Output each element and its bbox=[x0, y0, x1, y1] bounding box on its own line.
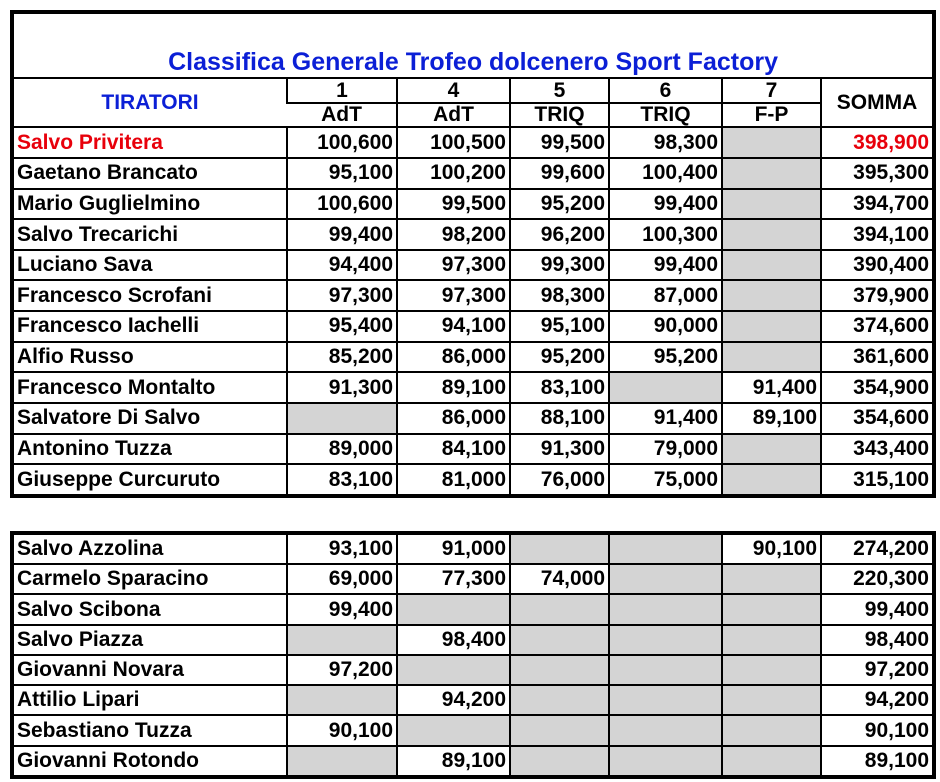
empty-score-cell bbox=[510, 685, 609, 715]
score-cell: 100,300 bbox=[609, 219, 722, 250]
shooter-name: Mario Guglielmino bbox=[12, 189, 287, 220]
empty-score-cell bbox=[609, 594, 722, 624]
score-cell: 86,000 bbox=[397, 403, 510, 434]
empty-score-cell bbox=[510, 746, 609, 777]
shooter-name: Salvo Scibona bbox=[12, 594, 287, 624]
score-cell: 69,000 bbox=[287, 564, 397, 594]
empty-score-cell bbox=[722, 685, 821, 715]
total-cell: 274,200 bbox=[821, 533, 934, 564]
score-cell: 96,200 bbox=[510, 219, 609, 250]
total-cell: 379,900 bbox=[821, 280, 934, 311]
score-cell: 95,100 bbox=[287, 158, 397, 189]
table-row bbox=[12, 533, 934, 564]
table-row bbox=[12, 372, 934, 403]
score-cell: 91,300 bbox=[287, 372, 397, 403]
total-cell: 343,400 bbox=[821, 434, 934, 465]
empty-score-cell bbox=[722, 464, 821, 496]
total-cell: 394,100 bbox=[821, 219, 934, 250]
shooter-name: Alfio Russo bbox=[12, 342, 287, 373]
total-cell: 90,100 bbox=[821, 715, 934, 745]
table-row bbox=[12, 685, 934, 715]
empty-score-cell bbox=[510, 594, 609, 624]
score-cell: 93,100 bbox=[287, 533, 397, 564]
score-cell: 89,100 bbox=[397, 372, 510, 403]
shooter-name: Luciano Sava bbox=[12, 250, 287, 281]
score-cell: 81,000 bbox=[397, 464, 510, 496]
empty-score-cell bbox=[287, 746, 397, 777]
header-somma: SOMMA bbox=[821, 78, 934, 127]
total-cell: 354,600 bbox=[821, 403, 934, 434]
table-row bbox=[12, 434, 934, 465]
score-cell: 86,000 bbox=[397, 342, 510, 373]
empty-score-cell bbox=[609, 533, 722, 564]
score-cell: 99,400 bbox=[287, 594, 397, 624]
score-cell: 95,200 bbox=[510, 189, 609, 220]
table-row bbox=[12, 250, 934, 281]
empty-score-cell bbox=[287, 403, 397, 434]
table-row bbox=[12, 594, 934, 624]
score-cell: 89,100 bbox=[397, 746, 510, 777]
score-cell: 90,100 bbox=[287, 715, 397, 745]
score-cell: 98,200 bbox=[397, 219, 510, 250]
shooter-name: Gaetano Brancato bbox=[12, 158, 287, 189]
score-cell: 100,200 bbox=[397, 158, 510, 189]
empty-score-cell bbox=[609, 625, 722, 655]
score-cell: 98,300 bbox=[510, 280, 609, 311]
other-ranking-body bbox=[12, 533, 934, 777]
score-cell: 77,300 bbox=[397, 564, 510, 594]
total-cell: 390,400 bbox=[821, 250, 934, 281]
header-round-type: TRIQ bbox=[510, 103, 609, 128]
score-cell: 79,000 bbox=[609, 434, 722, 465]
score-cell: 91,300 bbox=[510, 434, 609, 465]
empty-score-cell bbox=[722, 158, 821, 189]
table-row bbox=[12, 655, 934, 685]
score-cell: 99,500 bbox=[510, 127, 609, 158]
score-cell: 99,600 bbox=[510, 158, 609, 189]
shooter-name: Francesco Scrofani bbox=[12, 280, 287, 311]
score-cell: 91,400 bbox=[722, 372, 821, 403]
header-round-type: AdT bbox=[397, 103, 510, 128]
total-cell: 98,400 bbox=[821, 625, 934, 655]
score-cell: 84,100 bbox=[397, 434, 510, 465]
empty-score-cell bbox=[397, 715, 510, 745]
score-cell: 76,000 bbox=[510, 464, 609, 496]
empty-score-cell bbox=[609, 655, 722, 685]
score-cell: 87,000 bbox=[609, 280, 722, 311]
empty-score-cell bbox=[609, 685, 722, 715]
table-row bbox=[12, 464, 934, 496]
score-cell: 95,100 bbox=[510, 311, 609, 342]
total-cell: 394,700 bbox=[821, 189, 934, 220]
score-cell: 95,200 bbox=[510, 342, 609, 373]
score-cell: 75,000 bbox=[609, 464, 722, 496]
shooter-name: Salvo Trecarichi bbox=[12, 219, 287, 250]
total-cell: 89,100 bbox=[821, 746, 934, 777]
score-cell: 89,000 bbox=[287, 434, 397, 465]
score-cell: 88,100 bbox=[510, 403, 609, 434]
empty-score-cell bbox=[510, 715, 609, 745]
score-cell: 98,400 bbox=[397, 625, 510, 655]
empty-score-cell bbox=[397, 655, 510, 685]
shooter-name: Salvo Azzolina bbox=[12, 533, 287, 564]
empty-score-cell bbox=[722, 594, 821, 624]
score-cell: 94,100 bbox=[397, 311, 510, 342]
header-round-number: 7 bbox=[722, 78, 821, 103]
other-ranking-table bbox=[10, 531, 936, 779]
shooter-name: Attilio Lipari bbox=[12, 685, 287, 715]
shooter-name: Carmelo Sparacino bbox=[12, 564, 287, 594]
empty-score-cell bbox=[609, 746, 722, 777]
score-cell: 90,000 bbox=[609, 311, 722, 342]
score-cell: 95,200 bbox=[609, 342, 722, 373]
score-cell: 100,500 bbox=[397, 127, 510, 158]
empty-score-cell bbox=[609, 715, 722, 745]
empty-score-cell bbox=[510, 625, 609, 655]
empty-score-cell bbox=[722, 625, 821, 655]
header-round-type: AdT bbox=[287, 103, 397, 128]
header-round-type: TRIQ bbox=[609, 103, 722, 128]
empty-score-cell bbox=[287, 685, 397, 715]
title-row bbox=[12, 12, 934, 78]
page-title: Classifica Generale Trofeo dolcenero Sport Factory bbox=[12, 12, 934, 78]
empty-score-cell bbox=[722, 746, 821, 777]
main-ranking-table bbox=[10, 10, 936, 498]
table-row bbox=[12, 625, 934, 655]
total-cell: 315,100 bbox=[821, 464, 934, 496]
empty-score-cell bbox=[722, 342, 821, 373]
score-cell: 97,200 bbox=[287, 655, 397, 685]
empty-score-cell bbox=[722, 189, 821, 220]
total-cell: 220,300 bbox=[821, 564, 934, 594]
header-tiratori: TIRATORI bbox=[12, 78, 287, 127]
header-row-numbers bbox=[12, 78, 934, 103]
score-cell: 89,100 bbox=[722, 403, 821, 434]
score-cell: 91,400 bbox=[609, 403, 722, 434]
table-row bbox=[12, 403, 934, 434]
shooter-name: Salvatore Di Salvo bbox=[12, 403, 287, 434]
score-cell: 94,400 bbox=[287, 250, 397, 281]
score-cell: 83,100 bbox=[510, 372, 609, 403]
table-row bbox=[12, 564, 934, 594]
empty-score-cell bbox=[722, 250, 821, 281]
score-cell: 74,000 bbox=[510, 564, 609, 594]
total-cell: 99,400 bbox=[821, 594, 934, 624]
table-row bbox=[12, 219, 934, 250]
score-cell: 85,200 bbox=[287, 342, 397, 373]
empty-score-cell bbox=[609, 564, 722, 594]
empty-score-cell bbox=[722, 219, 821, 250]
total-cell: 361,600 bbox=[821, 342, 934, 373]
score-cell: 99,400 bbox=[609, 189, 722, 220]
total-cell: 395,300 bbox=[821, 158, 934, 189]
score-cell: 99,500 bbox=[397, 189, 510, 220]
score-cell: 97,300 bbox=[397, 280, 510, 311]
empty-score-cell bbox=[722, 311, 821, 342]
header-round-number: 6 bbox=[609, 78, 722, 103]
score-cell: 95,400 bbox=[287, 311, 397, 342]
empty-score-cell bbox=[722, 127, 821, 158]
table-row bbox=[12, 127, 934, 158]
score-cell: 99,400 bbox=[609, 250, 722, 281]
empty-score-cell bbox=[510, 533, 609, 564]
score-cell: 90,100 bbox=[722, 533, 821, 564]
score-cell: 100,600 bbox=[287, 189, 397, 220]
empty-score-cell bbox=[397, 594, 510, 624]
total-cell: 94,200 bbox=[821, 685, 934, 715]
empty-score-cell bbox=[510, 655, 609, 685]
total-cell: 374,600 bbox=[821, 311, 934, 342]
shooter-name: Sebastiano Tuzza bbox=[12, 715, 287, 745]
table-row bbox=[12, 311, 934, 342]
total-cell: 398,900 bbox=[821, 127, 934, 158]
header-round-number: 4 bbox=[397, 78, 510, 103]
score-cell: 99,400 bbox=[287, 219, 397, 250]
empty-score-cell bbox=[722, 564, 821, 594]
score-cell: 94,200 bbox=[397, 685, 510, 715]
score-cell: 99,300 bbox=[510, 250, 609, 281]
total-cell: 97,200 bbox=[821, 655, 934, 685]
score-cell: 83,100 bbox=[287, 464, 397, 496]
shooter-name: Francesco Iachelli bbox=[12, 311, 287, 342]
empty-score-cell bbox=[722, 655, 821, 685]
empty-score-cell bbox=[287, 625, 397, 655]
score-cell: 91,000 bbox=[397, 533, 510, 564]
empty-score-cell bbox=[609, 372, 722, 403]
shooter-name: Giovanni Novara bbox=[12, 655, 287, 685]
score-cell: 100,600 bbox=[287, 127, 397, 158]
table-row bbox=[12, 280, 934, 311]
main-ranking-body bbox=[12, 12, 934, 496]
table-row bbox=[12, 715, 934, 745]
shooter-name: Antonino Tuzza bbox=[12, 434, 287, 465]
table-row bbox=[12, 189, 934, 220]
shooter-name: Francesco Montalto bbox=[12, 372, 287, 403]
score-cell: 97,300 bbox=[397, 250, 510, 281]
score-cell: 100,400 bbox=[609, 158, 722, 189]
shooter-name: Giuseppe Curcuruto bbox=[12, 464, 287, 496]
empty-score-cell bbox=[722, 715, 821, 745]
score-cell: 98,300 bbox=[609, 127, 722, 158]
table-row bbox=[12, 342, 934, 373]
header-round-number: 1 bbox=[287, 78, 397, 103]
table-row bbox=[12, 158, 934, 189]
score-cell: 97,300 bbox=[287, 280, 397, 311]
shooter-name: Giovanni Rotondo bbox=[12, 746, 287, 777]
header-round-type: F-P bbox=[722, 103, 821, 128]
table-row bbox=[12, 746, 934, 777]
empty-score-cell bbox=[722, 280, 821, 311]
shooter-name: Salvo Privitera bbox=[12, 127, 287, 158]
total-cell: 354,900 bbox=[821, 372, 934, 403]
header-round-number: 5 bbox=[510, 78, 609, 103]
empty-score-cell bbox=[722, 434, 821, 465]
shooter-name: Salvo Piazza bbox=[12, 625, 287, 655]
